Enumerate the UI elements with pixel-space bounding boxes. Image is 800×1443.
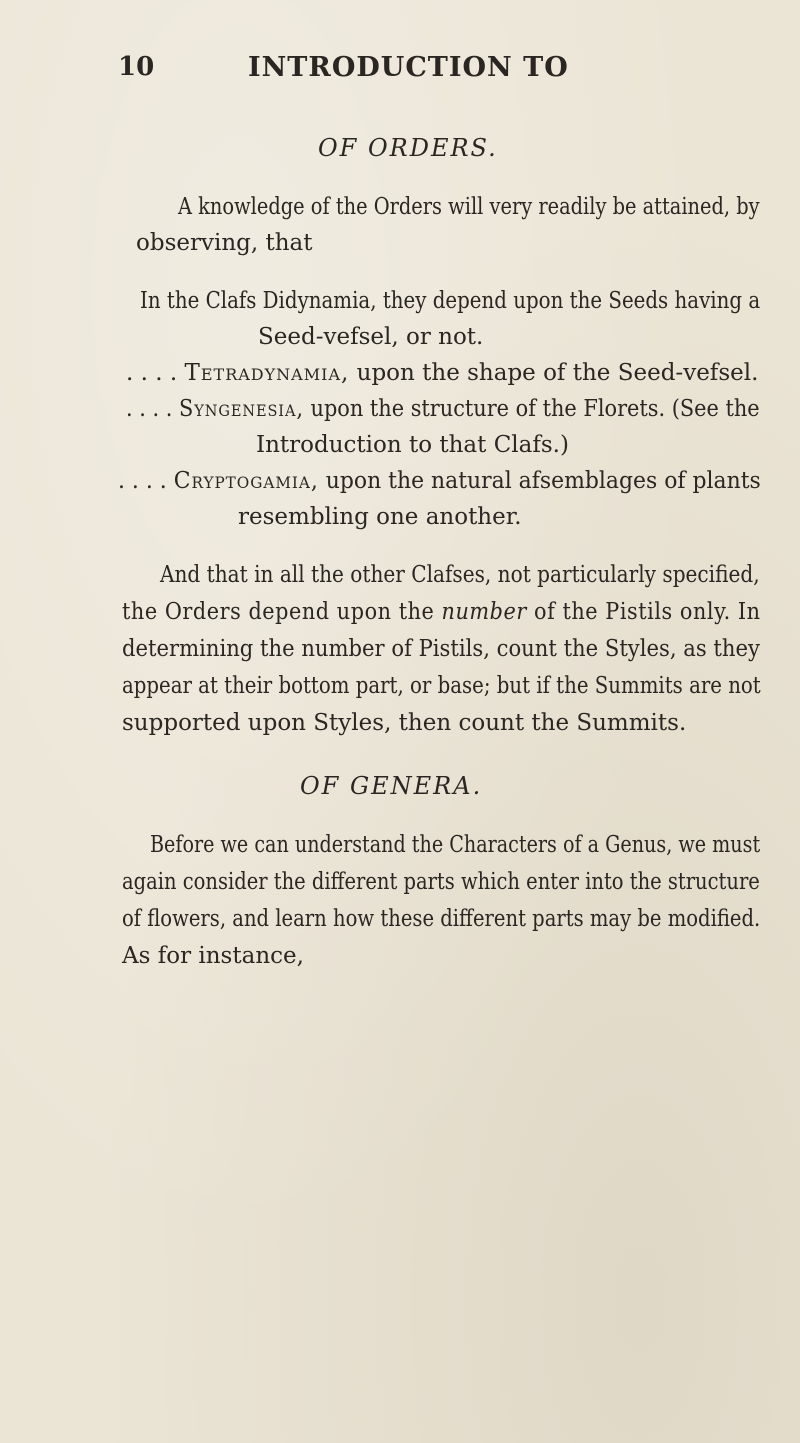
syngenesia-line-2: Introduction to that Clafs.) — [256, 432, 569, 458]
didynamia-line-1 — [140, 290, 760, 313]
orders-para2-line-5: supported upon Styles, then count the Summits. — [122, 710, 687, 736]
genera-line-3: of flowers, and learn how these different parts may be modified. — [122, 906, 761, 932]
class-name-syngenesia: Syngenesia, — [179, 396, 304, 422]
syngenesia-line-1 — [126, 398, 760, 421]
cryptogamia-text: upon the natural afsemblages of plants — [325, 468, 761, 494]
tetradynamia-text: upon the shape of the Seed-vefsel. — [356, 360, 759, 386]
running-head — [0, 52, 800, 92]
emphasis-number: number — [441, 599, 527, 625]
genera-line-1: Before we can understand the Characters of a Genus, we must — [150, 832, 761, 858]
orders-para2-line-4: appear at their bottom part, or base; but if the Summits are not — [122, 673, 761, 699]
orders-intro-line-1: A knowledge of the Orders will very readily be attained, by — [178, 194, 760, 220]
class-name-tetradynamia: Tetradynamia, — [184, 360, 350, 386]
class-name-cryptogamia: Cryptogamia, — [173, 468, 319, 494]
para2-text-a: the Orders depend upon the — [122, 599, 435, 625]
orders-para2-line-3: determining the number of Pistils, count the Styles, as they — [122, 636, 760, 662]
cryptogamia-line-2: resembling one another. — [238, 504, 522, 530]
leader-dots: . . . . — [126, 396, 173, 422]
didynamia-text: In the Clafs Didynamia, they depend upon the Seeds having a — [140, 288, 761, 314]
leader-dots: . . . . — [118, 468, 167, 494]
genera-line-2: again consider the different parts which enter into the structure — [122, 869, 760, 895]
orders-para2-line-2 — [122, 601, 761, 624]
para2-text-b: of the Pistils only. In — [534, 599, 761, 625]
tetradynamia-line — [126, 362, 758, 385]
running-title: INTRODUCTION TO — [248, 52, 569, 83]
didynamia-line-2: Seed-vefsel, or not. — [258, 324, 484, 350]
page-number: 10 — [118, 52, 155, 82]
cryptogamia-line-1 — [118, 470, 761, 493]
leader-dots: . . . . — [126, 360, 178, 386]
orders-para2-line-1: And that in all the other Clafses, not particularly specified, — [160, 562, 760, 588]
orders-heading: OF ORDERS. — [318, 134, 498, 162]
genera-line-4: As for instance, — [122, 943, 304, 969]
orders-intro-line-2: observing, that — [136, 230, 313, 256]
syngenesia-text: upon the structure of the Florets. (See the — [310, 396, 760, 422]
genera-heading: OF GENERA. — [300, 772, 483, 800]
